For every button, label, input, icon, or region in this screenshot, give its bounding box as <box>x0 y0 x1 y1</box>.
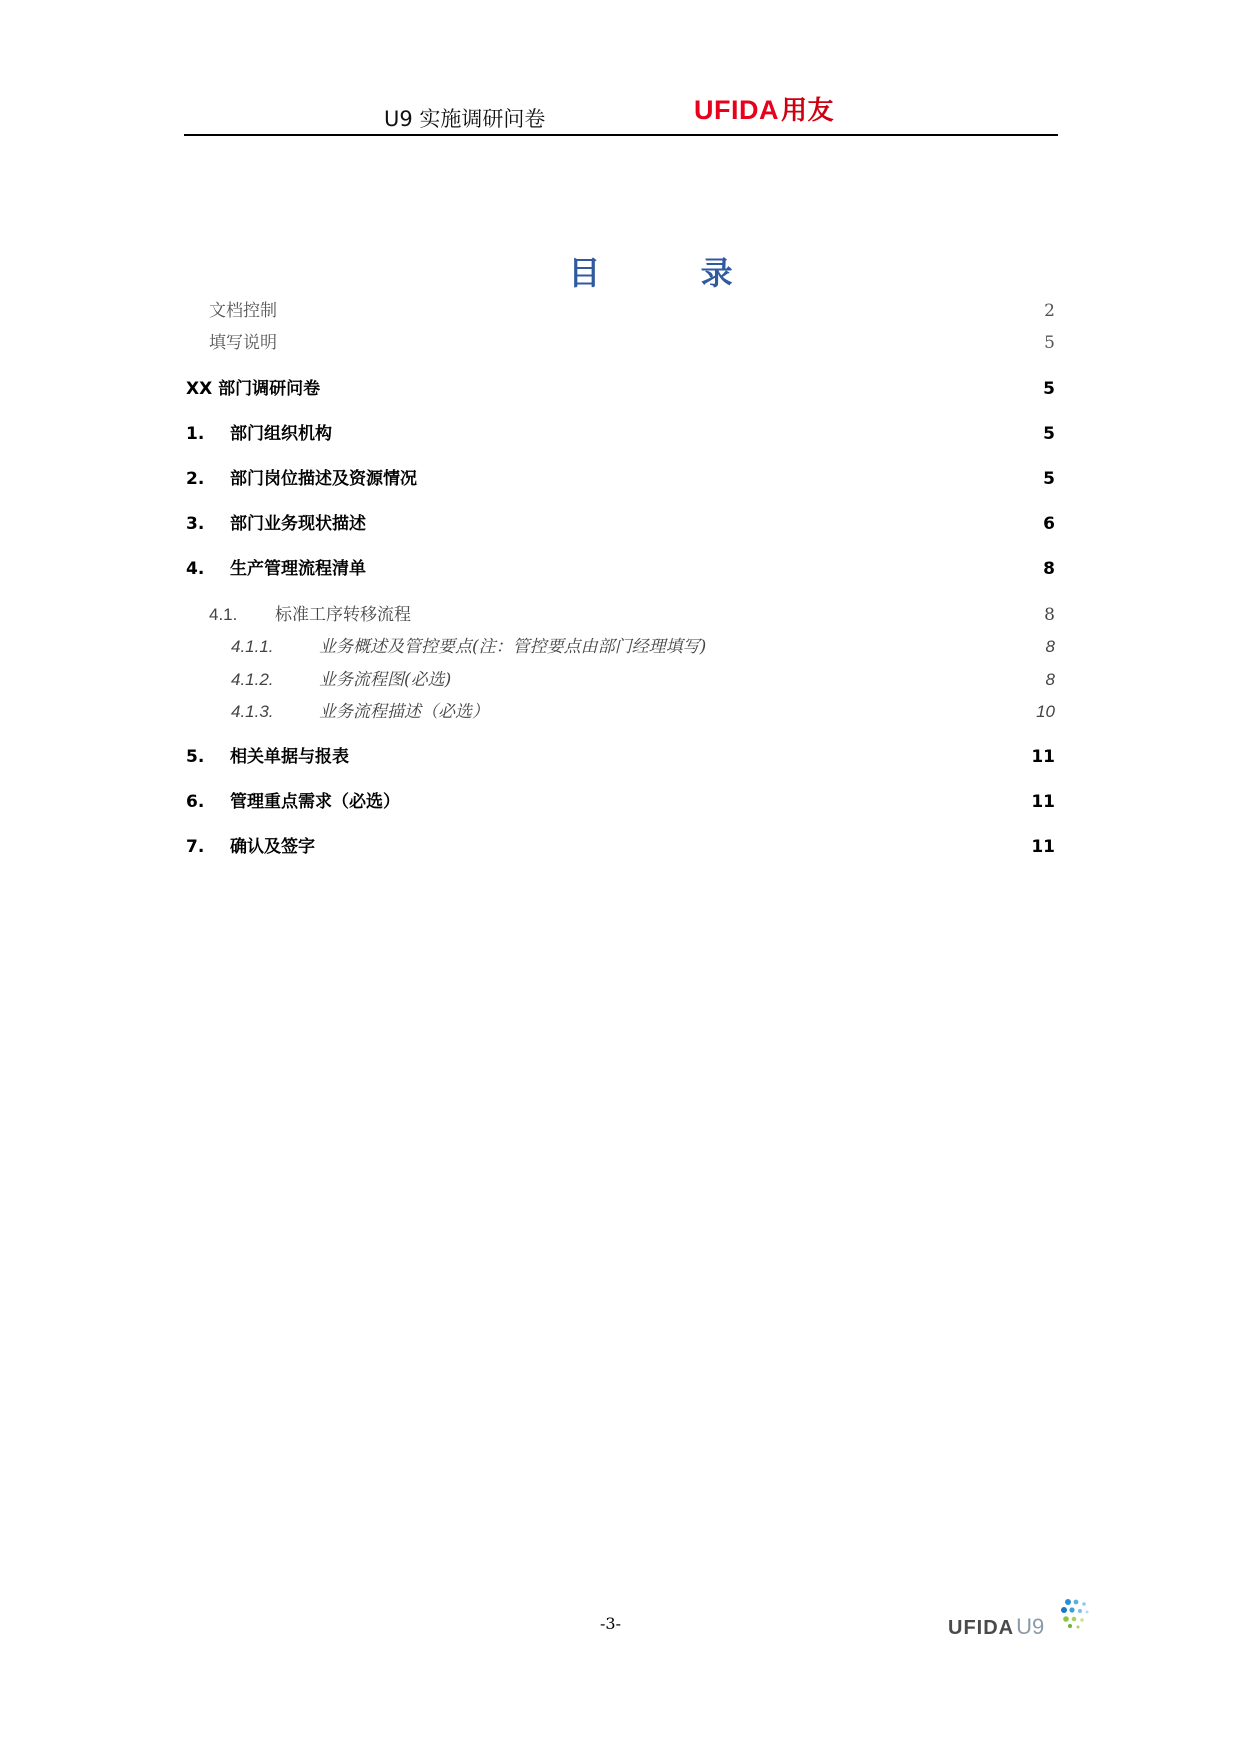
toc-entry[interactable] <box>186 381 1055 398</box>
toc-entry-page: 2 <box>1044 301 1055 321</box>
ufida-u9-logo <box>948 1598 1098 1640</box>
toc-entry-label: 文档控制 <box>209 301 277 321</box>
toc-entry[interactable] <box>209 303 1055 320</box>
toc-entry-number: 6. <box>186 792 205 812</box>
toc-entry-number: 3. <box>186 514 205 534</box>
toc-entry-page: 10 <box>1036 702 1055 721</box>
toc-entry-page: 5 <box>1043 379 1055 399</box>
toc-entry-number: 2. <box>186 469 205 489</box>
toc-entry[interactable] <box>186 516 1055 533</box>
footer-logo-brand: UFIDA <box>948 1617 1015 1639</box>
toc-entry-page: 8 <box>1045 637 1055 656</box>
toc-entry-page: 5 <box>1043 424 1055 444</box>
toc-entry-number: 4. <box>186 559 205 579</box>
toc-entry-page: 11 <box>1031 747 1055 767</box>
page-header <box>184 88 1058 136</box>
toc-entry-page: 5 <box>1043 469 1055 489</box>
toc-entry-page: 11 <box>1031 792 1055 812</box>
footer-logo-product: U9 <box>1016 1614 1045 1639</box>
toc-entry-page: 8 <box>1043 559 1055 579</box>
toc-entry[interactable] <box>231 703 1055 721</box>
footer-logo-text <box>948 1614 1044 1640</box>
toc-entry-label: 业务概述及管控要点(注：管控要点由部门经理填写) <box>319 637 707 657</box>
toc-entry[interactable] <box>209 606 1055 624</box>
toc-entry-label: 业务流程描述（必选） <box>319 702 489 722</box>
toc-entry-number: 4.1. <box>209 605 238 624</box>
ufida-logo-cn: 用友 <box>781 96 835 126</box>
toc-entry-number: 7. <box>186 837 205 857</box>
ufida-logo-text: UFIDA <box>694 95 779 125</box>
toc-entry[interactable] <box>186 794 1055 811</box>
toc-entry[interactable] <box>186 471 1055 488</box>
toc-heading: 目 录 <box>568 254 733 292</box>
toc-entry-page: 11 <box>1031 837 1055 857</box>
toc-entry-label: 生产管理流程清单 <box>230 559 366 579</box>
toc-entry-label: 标准工序转移流程 <box>275 605 411 625</box>
toc-entry-number: 5. <box>186 747 205 767</box>
toc-entry-page: 6 <box>1043 514 1055 534</box>
page-number: -3- <box>600 1614 621 1633</box>
toc-entry-label: 部门岗位描述及资源情况 <box>230 469 417 489</box>
toc-entry-number: 4.1.3. <box>231 702 274 721</box>
toc-entry-label: XX 部门调研问卷 <box>186 379 321 399</box>
toc-entry-label: 业务流程图(必选) <box>319 670 452 690</box>
toc-entry[interactable] <box>186 426 1055 443</box>
toc-entry[interactable] <box>231 638 1055 656</box>
toc-entry[interactable] <box>186 561 1055 578</box>
toc-entry[interactable] <box>186 839 1055 856</box>
toc-entry-number: 4.1.2. <box>231 670 274 689</box>
toc-entry-label: 确认及签字 <box>230 837 315 857</box>
toc-entry-label: 部门组织机构 <box>230 424 332 444</box>
toc-entry-label: 管理重点需求（必选） <box>230 792 400 812</box>
toc-entry-page: 5 <box>1044 333 1055 353</box>
document-title: U9 实施调研问卷 <box>384 107 546 131</box>
toc-entry-number: 4.1.1. <box>231 637 274 656</box>
dots-logo-icon <box>1060 1598 1092 1630</box>
toc-entry-label: 相关单据与报表 <box>230 747 349 767</box>
toc-entry[interactable] <box>209 335 1055 352</box>
toc-entry-label: 填写说明 <box>209 333 277 353</box>
toc-entry[interactable] <box>231 671 1055 689</box>
toc-entry-number: 1. <box>186 424 205 444</box>
header-divider <box>184 134 1058 136</box>
toc-entry-page: 8 <box>1045 670 1055 689</box>
toc-entry-label: 部门业务现状描述 <box>230 514 366 534</box>
toc-entry[interactable] <box>186 749 1055 766</box>
toc-entry-page: 8 <box>1044 605 1055 625</box>
ufida-logo <box>694 90 834 127</box>
